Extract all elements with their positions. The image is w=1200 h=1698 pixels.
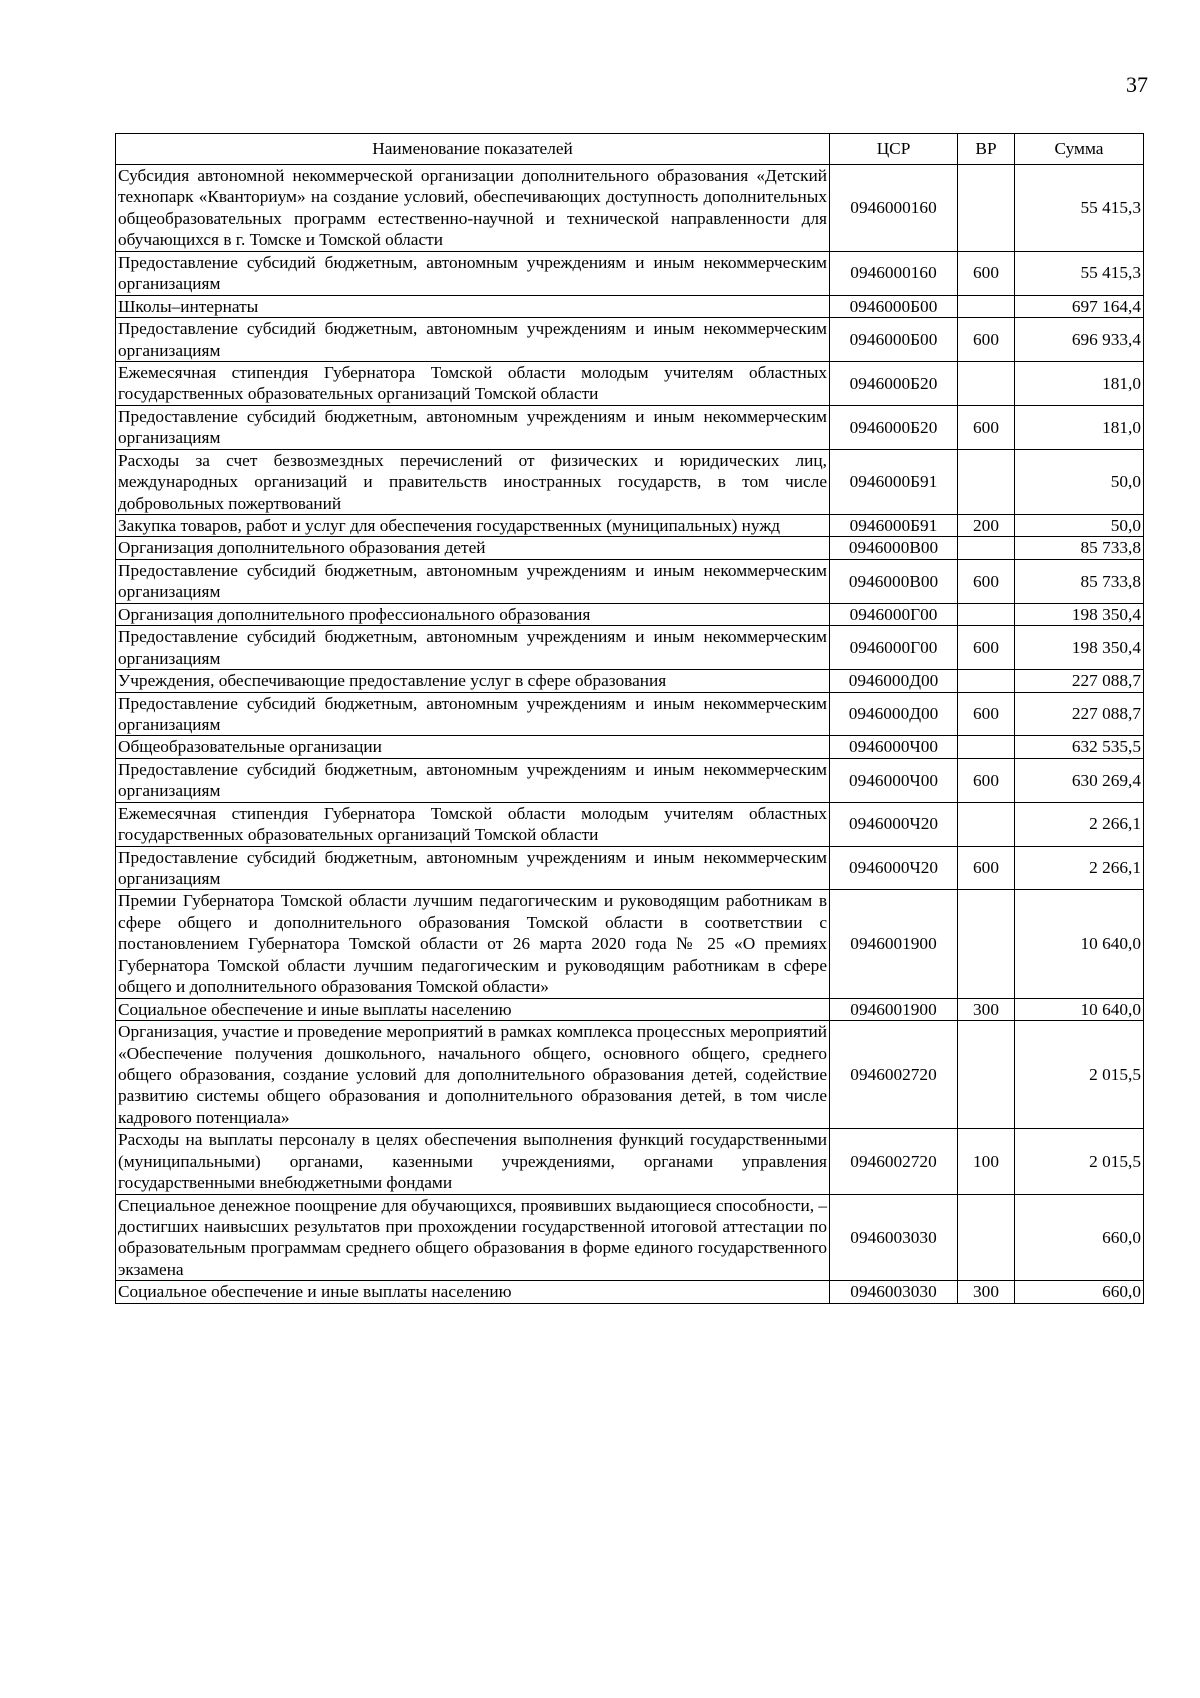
cell-name: Предоставление субсидий бюджетным, автономным учреждениям и иным некоммерческим организациям bbox=[116, 758, 830, 802]
cell-name: Организация дополнительного профессионального образования bbox=[116, 603, 830, 625]
cell-name: Ежемесячная стипендия Губернатора Томской области молодым учителям областных государственных образовательных организаций Томской области bbox=[116, 361, 830, 405]
table-row bbox=[116, 670, 1144, 692]
cell-vr: 600 bbox=[958, 405, 1015, 449]
cell-sum: 50,0 bbox=[1015, 515, 1144, 537]
cell-name: Организация, участие и проведение мероприятий в рамках комплекса процессных мероприятий «Обеспечение получения дошкольного, начального общего, основного общего, среднего общего образования, создание условий для дополнительного образования детей, содействие развитию системы общего образования и дополнительного образования детей, в том числе кадрового потенциала» bbox=[116, 1021, 830, 1129]
cell-vr bbox=[958, 670, 1015, 692]
table-row bbox=[116, 998, 1144, 1020]
cell-vr bbox=[958, 449, 1015, 514]
cell-vr bbox=[958, 1194, 1015, 1281]
cell-name: Предоставление субсидий бюджетным, автономным учреждениям и иным некоммерческим организациям bbox=[116, 692, 830, 736]
cell-name: Школы–интернаты bbox=[116, 295, 830, 317]
table-row bbox=[116, 405, 1144, 449]
cell-vr bbox=[958, 736, 1015, 758]
cell-csr: 0946000Ч20 bbox=[830, 802, 958, 846]
table-row bbox=[116, 603, 1144, 625]
cell-vr: 300 bbox=[958, 1281, 1015, 1303]
cell-name: Учреждения, обеспечивающие предоставление услуг в сфере образования bbox=[116, 670, 830, 692]
table-row bbox=[116, 559, 1144, 603]
cell-csr: 0946003030 bbox=[830, 1281, 958, 1303]
cell-vr: 200 bbox=[958, 515, 1015, 537]
cell-sum: 85 733,8 bbox=[1015, 537, 1144, 559]
cell-csr: 0946000160 bbox=[830, 165, 958, 252]
cell-vr bbox=[958, 603, 1015, 625]
cell-sum: 181,0 bbox=[1015, 405, 1144, 449]
table-row bbox=[116, 1021, 1144, 1129]
cell-name: Премии Губернатора Томской области лучшим педагогическим и руководящим работникам в сфере общего и дополнительного образования Томской области в соответствии с постановлением Губернатора Томской области от 26 марта 2020 года № 25 «О премиях Губернатора Томской области лучшим педагогическим и руководящим работникам в сфере общего и дополнительного образования Томской области» bbox=[116, 890, 830, 998]
cell-name: Общеобразовательные организации bbox=[116, 736, 830, 758]
cell-vr bbox=[958, 537, 1015, 559]
cell-csr: 0946000Б00 bbox=[830, 295, 958, 317]
cell-vr bbox=[958, 165, 1015, 252]
table-row bbox=[116, 537, 1144, 559]
table-row bbox=[116, 165, 1144, 252]
cell-name: Предоставление субсидий бюджетным, автономным учреждениям и иным некоммерческим организациям bbox=[116, 846, 830, 890]
cell-sum: 55 415,3 bbox=[1015, 165, 1144, 252]
cell-csr: 0946000Г00 bbox=[830, 626, 958, 670]
cell-csr: 0946000Д00 bbox=[830, 692, 958, 736]
cell-vr: 300 bbox=[958, 998, 1015, 1020]
cell-sum: 2 015,5 bbox=[1015, 1021, 1144, 1129]
table-row bbox=[116, 692, 1144, 736]
cell-sum: 50,0 bbox=[1015, 449, 1144, 514]
cell-csr: 0946000Г00 bbox=[830, 603, 958, 625]
cell-name: Предоставление субсидий бюджетным, автономным учреждениям и иным некоммерческим организациям bbox=[116, 318, 830, 362]
cell-csr: 0946000Б20 bbox=[830, 361, 958, 405]
cell-vr bbox=[958, 802, 1015, 846]
table-row bbox=[116, 1194, 1144, 1281]
cell-vr bbox=[958, 890, 1015, 998]
cell-csr: 0946000Ч20 bbox=[830, 846, 958, 890]
page-number: 37 bbox=[1126, 72, 1148, 97]
table-row bbox=[116, 361, 1144, 405]
cell-name: Субсидия автономной некоммерческой организации дополнительного образования «Детский технопарк «Кванториум» на создание условий, обеспечивающих доступность дополнительных общеобразовательных программ естественно-научной и технической направленности для обучающихся в г. Томске и Томской области bbox=[116, 165, 830, 252]
cell-sum: 85 733,8 bbox=[1015, 559, 1144, 603]
table-header-row bbox=[116, 134, 1144, 165]
table-row bbox=[116, 758, 1144, 802]
cell-name: Организация дополнительного образования детей bbox=[116, 537, 830, 559]
cell-name: Предоставление субсидий бюджетным, автономным учреждениям и иным некоммерческим организациям bbox=[116, 405, 830, 449]
header-name: Наименование показателей bbox=[116, 134, 830, 165]
cell-csr: 0946000Б91 bbox=[830, 515, 958, 537]
table-row bbox=[116, 802, 1144, 846]
table-row bbox=[116, 515, 1144, 537]
table-row bbox=[116, 626, 1144, 670]
cell-sum: 696 933,4 bbox=[1015, 318, 1144, 362]
table-row bbox=[116, 295, 1144, 317]
cell-csr: 0946002720 bbox=[830, 1129, 958, 1194]
cell-csr: 0946000Б00 bbox=[830, 318, 958, 362]
cell-csr: 0946000В00 bbox=[830, 559, 958, 603]
header-csr: ЦСР bbox=[830, 134, 958, 165]
header-sum: Сумма bbox=[1015, 134, 1144, 165]
cell-sum: 2 266,1 bbox=[1015, 846, 1144, 890]
cell-sum: 697 164,4 bbox=[1015, 295, 1144, 317]
table-row bbox=[116, 736, 1144, 758]
cell-vr: 600 bbox=[958, 251, 1015, 295]
cell-vr: 600 bbox=[958, 758, 1015, 802]
cell-sum: 10 640,0 bbox=[1015, 890, 1144, 998]
cell-csr: 0946003030 bbox=[830, 1194, 958, 1281]
table-body bbox=[116, 165, 1144, 1304]
cell-sum: 198 350,4 bbox=[1015, 603, 1144, 625]
budget-table bbox=[115, 133, 1144, 1304]
cell-sum: 660,0 bbox=[1015, 1281, 1144, 1303]
cell-csr: 0946000Д00 bbox=[830, 670, 958, 692]
table-row bbox=[116, 318, 1144, 362]
cell-name: Социальное обеспечение и иные выплаты населению bbox=[116, 998, 830, 1020]
cell-csr: 0946001900 bbox=[830, 890, 958, 998]
cell-vr: 600 bbox=[958, 626, 1015, 670]
cell-name: Специальное денежное поощрение для обучающихся, проявивших выдающиеся способности, – достигших наивысших результатов при прохождении государственной итоговой аттестации по образовательным программам среднего общего образования в форме единого государственного экзамена bbox=[116, 1194, 830, 1281]
cell-vr bbox=[958, 295, 1015, 317]
table-row bbox=[116, 1281, 1144, 1303]
cell-csr: 0946001900 bbox=[830, 998, 958, 1020]
cell-name: Расходы за счет безвозмездных перечислений от физических и юридических лиц, международных организаций и правительств иностранных государств, в том числе добровольных пожертвований bbox=[116, 449, 830, 514]
cell-sum: 2 015,5 bbox=[1015, 1129, 1144, 1194]
table-row bbox=[116, 449, 1144, 514]
cell-vr bbox=[958, 361, 1015, 405]
cell-csr: 0946000Ч00 bbox=[830, 758, 958, 802]
cell-csr: 0946000Б20 bbox=[830, 405, 958, 449]
cell-csr: 0946000160 bbox=[830, 251, 958, 295]
cell-sum: 660,0 bbox=[1015, 1194, 1144, 1281]
cell-csr: 0946000В00 bbox=[830, 537, 958, 559]
cell-name: Социальное обеспечение и иные выплаты населению bbox=[116, 1281, 830, 1303]
cell-sum: 198 350,4 bbox=[1015, 626, 1144, 670]
table-row bbox=[116, 890, 1144, 998]
cell-csr: 0946000Ч00 bbox=[830, 736, 958, 758]
table-row bbox=[116, 846, 1144, 890]
cell-sum: 2 266,1 bbox=[1015, 802, 1144, 846]
cell-sum: 630 269,4 bbox=[1015, 758, 1144, 802]
cell-csr: 0946002720 bbox=[830, 1021, 958, 1129]
cell-name: Предоставление субсидий бюджетным, автономным учреждениям и иным некоммерческим организациям bbox=[116, 559, 830, 603]
cell-sum: 10 640,0 bbox=[1015, 998, 1144, 1020]
table-row bbox=[116, 251, 1144, 295]
cell-name: Предоставление субсидий бюджетным, автономным учреждениям и иным некоммерческим организациям bbox=[116, 251, 830, 295]
cell-sum: 55 415,3 bbox=[1015, 251, 1144, 295]
cell-sum: 181,0 bbox=[1015, 361, 1144, 405]
cell-vr: 600 bbox=[958, 318, 1015, 362]
cell-sum: 227 088,7 bbox=[1015, 692, 1144, 736]
cell-vr: 600 bbox=[958, 692, 1015, 736]
cell-vr bbox=[958, 1021, 1015, 1129]
cell-csr: 0946000Б91 bbox=[830, 449, 958, 514]
cell-sum: 632 535,5 bbox=[1015, 736, 1144, 758]
cell-vr: 100 bbox=[958, 1129, 1015, 1194]
cell-name: Закупка товаров, работ и услуг для обеспечения государственных (муниципальных) нужд bbox=[116, 515, 830, 537]
cell-name: Предоставление субсидий бюджетным, автономным учреждениям и иным некоммерческим организациям bbox=[116, 626, 830, 670]
cell-name: Расходы на выплаты персоналу в целях обеспечения выполнения функций государственными (муниципальными) органами, казенными учреждениями, органами управления государственными внебюджетными фондами bbox=[116, 1129, 830, 1194]
cell-sum: 227 088,7 bbox=[1015, 670, 1144, 692]
cell-vr: 600 bbox=[958, 559, 1015, 603]
table-row bbox=[116, 1129, 1144, 1194]
header-vr: ВР bbox=[958, 134, 1015, 165]
cell-vr: 600 bbox=[958, 846, 1015, 890]
cell-name: Ежемесячная стипендия Губернатора Томской области молодым учителям областных государственных образовательных организаций Томской области bbox=[116, 802, 830, 846]
